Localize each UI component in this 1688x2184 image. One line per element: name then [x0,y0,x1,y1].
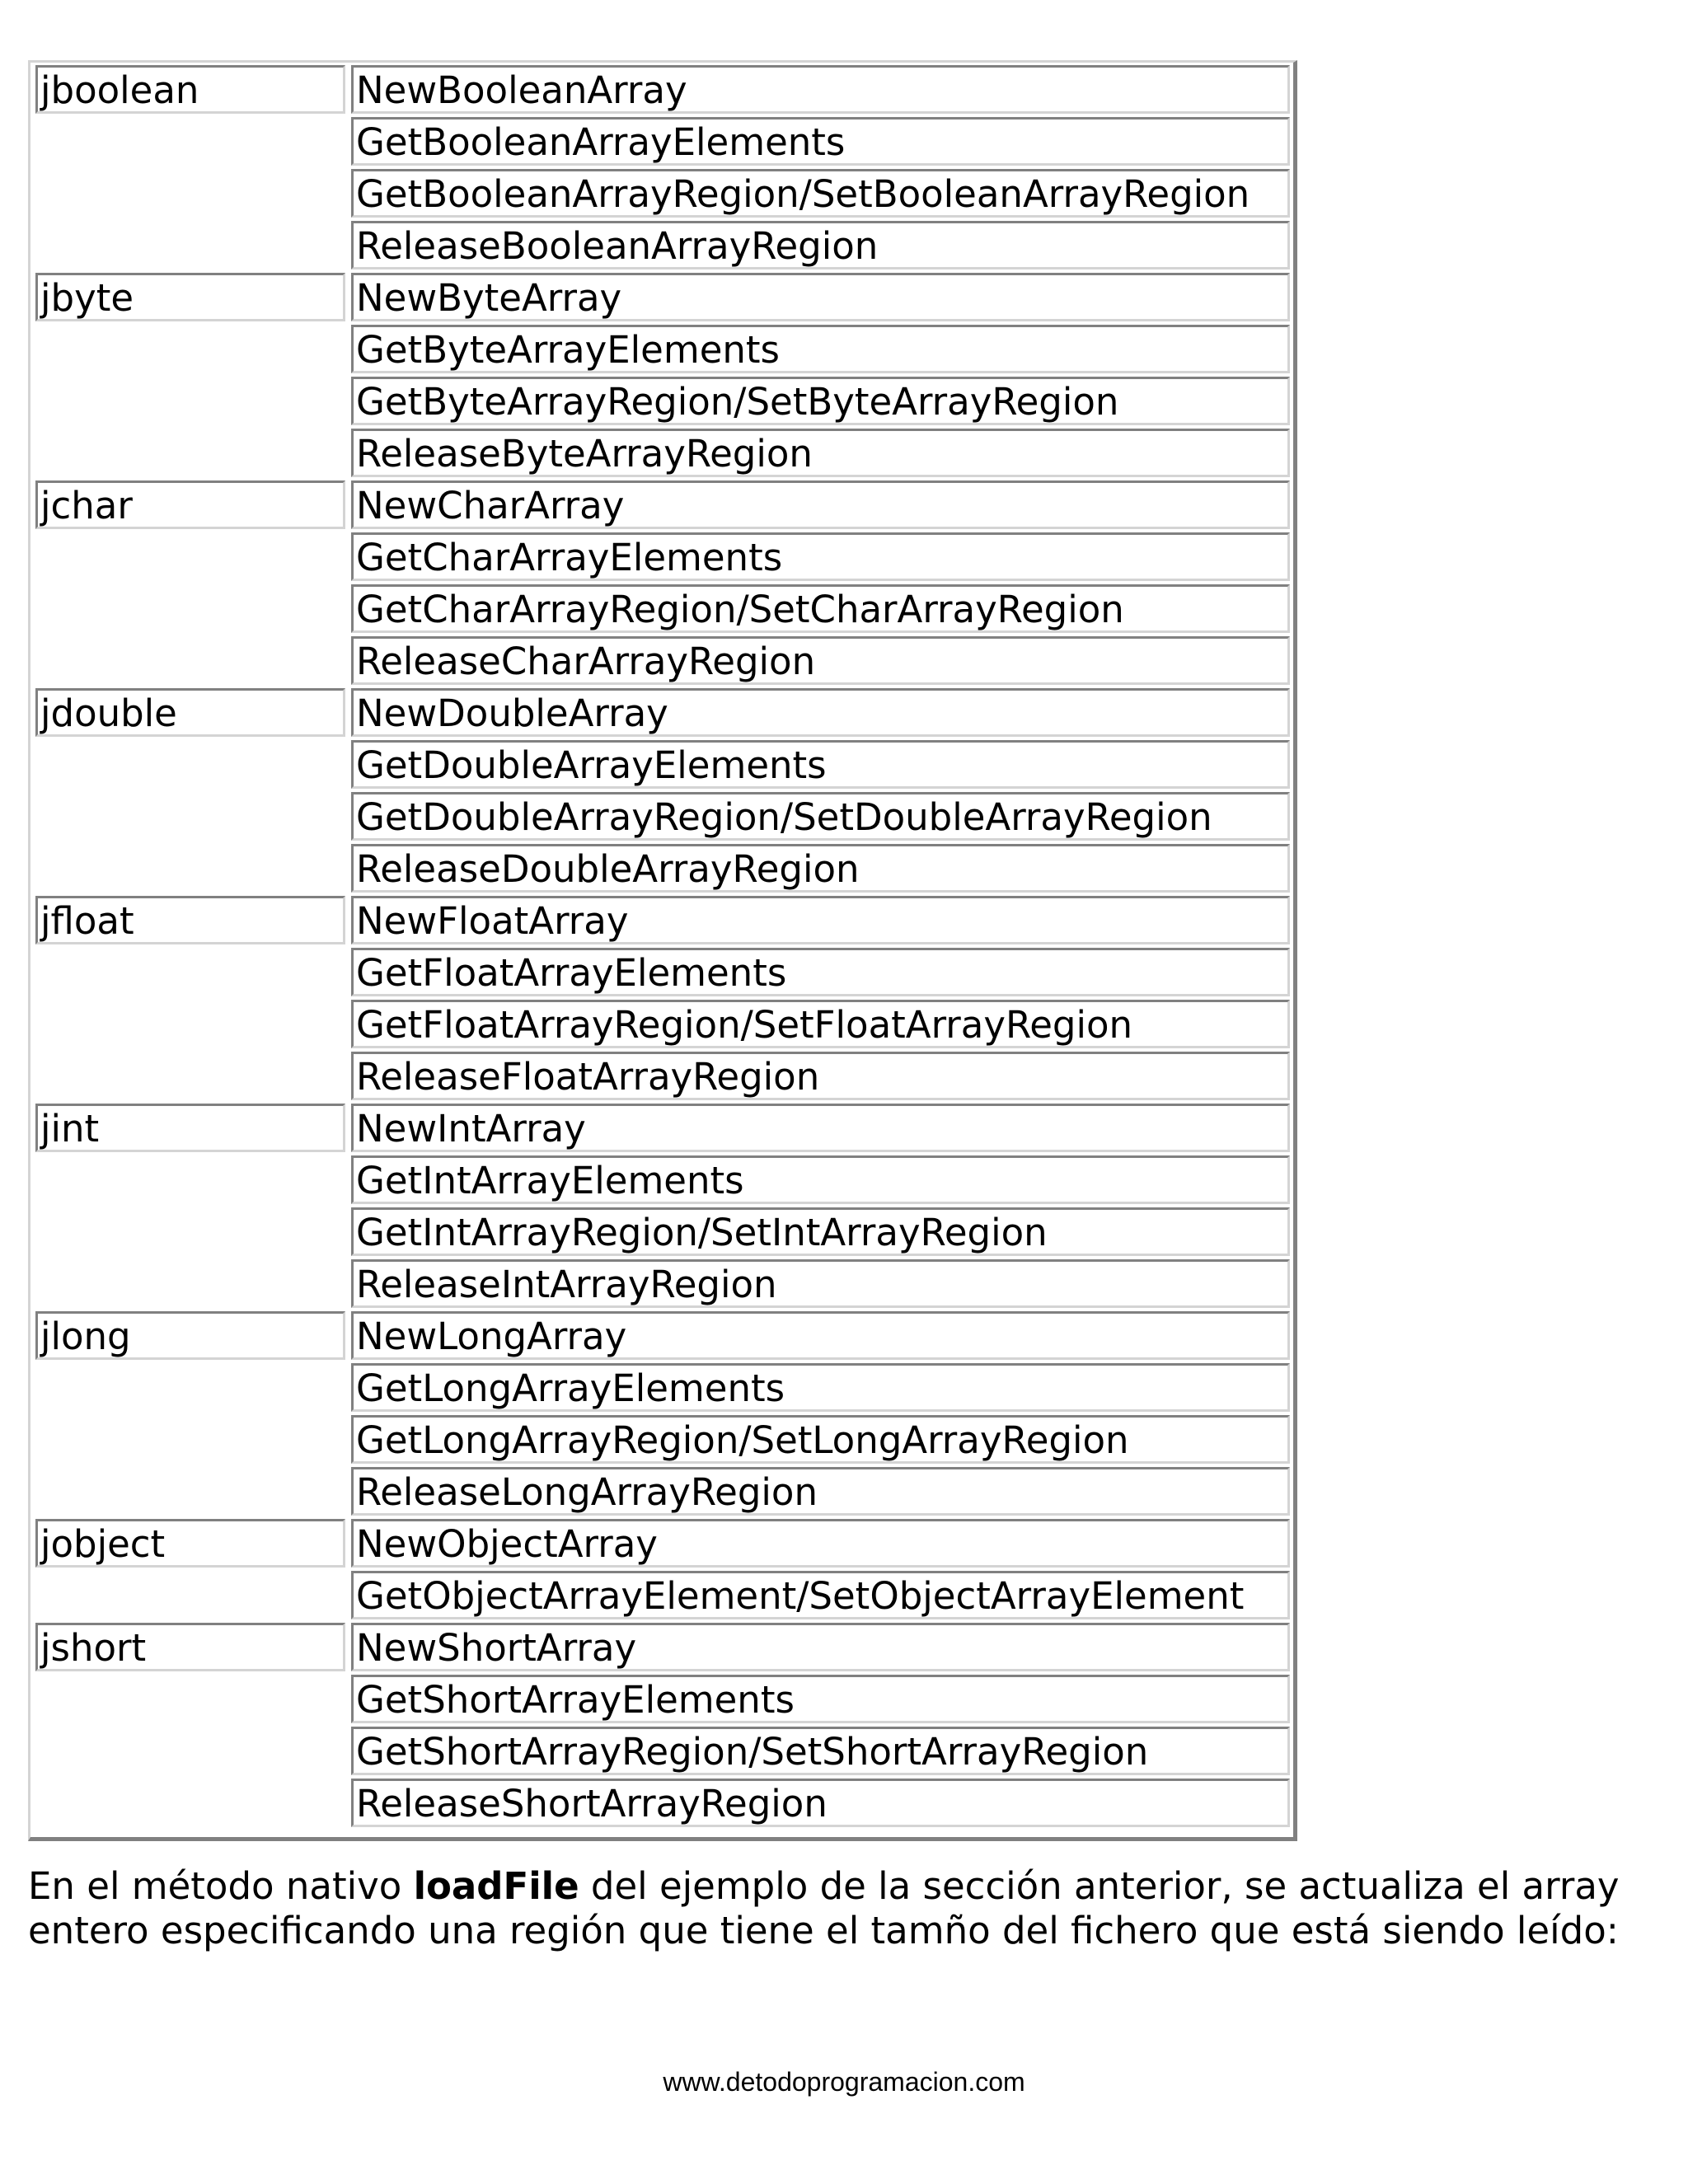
function-cell: NewDoubleArray [351,688,1290,737]
function-cell: ReleaseBooleanArrayRegion [351,221,1290,269]
paragraph-text-after: del ejemplo de la sección anterior, se actualiza el array entero especificando una región que tiene el tamño del fichero que está siendo leído: [28,1864,1620,1952]
function-cell: GetFloatArrayElements [351,948,1290,996]
function-cell: GetBooleanArrayElements [351,117,1290,166]
function-cell: GetBooleanArrayRegion/SetBooleanArrayRegion [351,169,1290,218]
function-cell: ReleaseCharArrayRegion [351,636,1290,685]
function-cell: ReleaseShortArrayRegion [351,1779,1290,1827]
function-cell: GetShortArrayRegion/SetShortArrayRegion [351,1727,1290,1775]
paragraph-method-name: loadFile [413,1864,579,1908]
jni-array-functions-table [28,60,1297,1841]
footer-url: www.detodoprogramacion.com [663,2067,1025,2097]
function-cell: GetByteArrayRegion/SetByteArrayRegion [351,377,1290,425]
type-cell: jbyte [35,273,345,321]
function-cell: GetIntArrayElements [351,1155,1290,1204]
function-cell: GetIntArrayRegion/SetIntArrayRegion [351,1207,1290,1256]
function-cell: NewObjectArray [351,1519,1290,1568]
function-cell: NewBooleanArray [351,65,1290,114]
type-cell: jdouble [35,688,345,737]
function-cell: GetDoubleArrayRegion/SetDoubleArrayRegion [351,792,1290,841]
function-cell: ReleaseFloatArrayRegion [351,1052,1290,1100]
function-cell: GetCharArrayElements [351,532,1290,581]
function-cell: GetFloatArrayRegion/SetFloatArrayRegion [351,1000,1290,1048]
type-cell: jshort [35,1623,345,1671]
type-cell: jobject [35,1519,345,1568]
function-cell: ReleaseLongArrayRegion [351,1467,1290,1516]
function-cell: GetShortArrayElements [351,1675,1290,1723]
type-cell: jchar [35,480,345,529]
function-cell: NewCharArray [351,480,1290,529]
function-cell: GetByteArrayElements [351,325,1290,373]
function-cell: NewShortArray [351,1623,1290,1671]
function-cell: GetLongArrayRegion/SetLongArrayRegion [351,1415,1290,1464]
type-cell: jint [35,1104,345,1152]
paragraph-text-before: En el método nativo [28,1864,414,1908]
function-cell: GetObjectArrayElement/SetObjectArrayElement [351,1571,1290,1619]
function-cell: ReleaseIntArrayRegion [351,1259,1290,1308]
type-cell: jfloat [35,896,345,944]
function-cell: NewIntArray [351,1104,1290,1152]
body-paragraph [28,1864,1643,1953]
function-cell: NewFloatArray [351,896,1290,944]
function-cell: GetCharArrayRegion/SetCharArrayRegion [351,584,1290,633]
function-cell: ReleaseByteArrayRegion [351,429,1290,477]
function-cell: ReleaseDoubleArrayRegion [351,844,1290,893]
function-cell: NewLongArray [351,1311,1290,1360]
function-cell: GetLongArrayElements [351,1363,1290,1412]
type-cell: jlong [35,1311,345,1360]
function-cell: GetDoubleArrayElements [351,740,1290,789]
type-cell: jboolean [35,65,345,114]
function-cell: NewByteArray [351,273,1290,321]
